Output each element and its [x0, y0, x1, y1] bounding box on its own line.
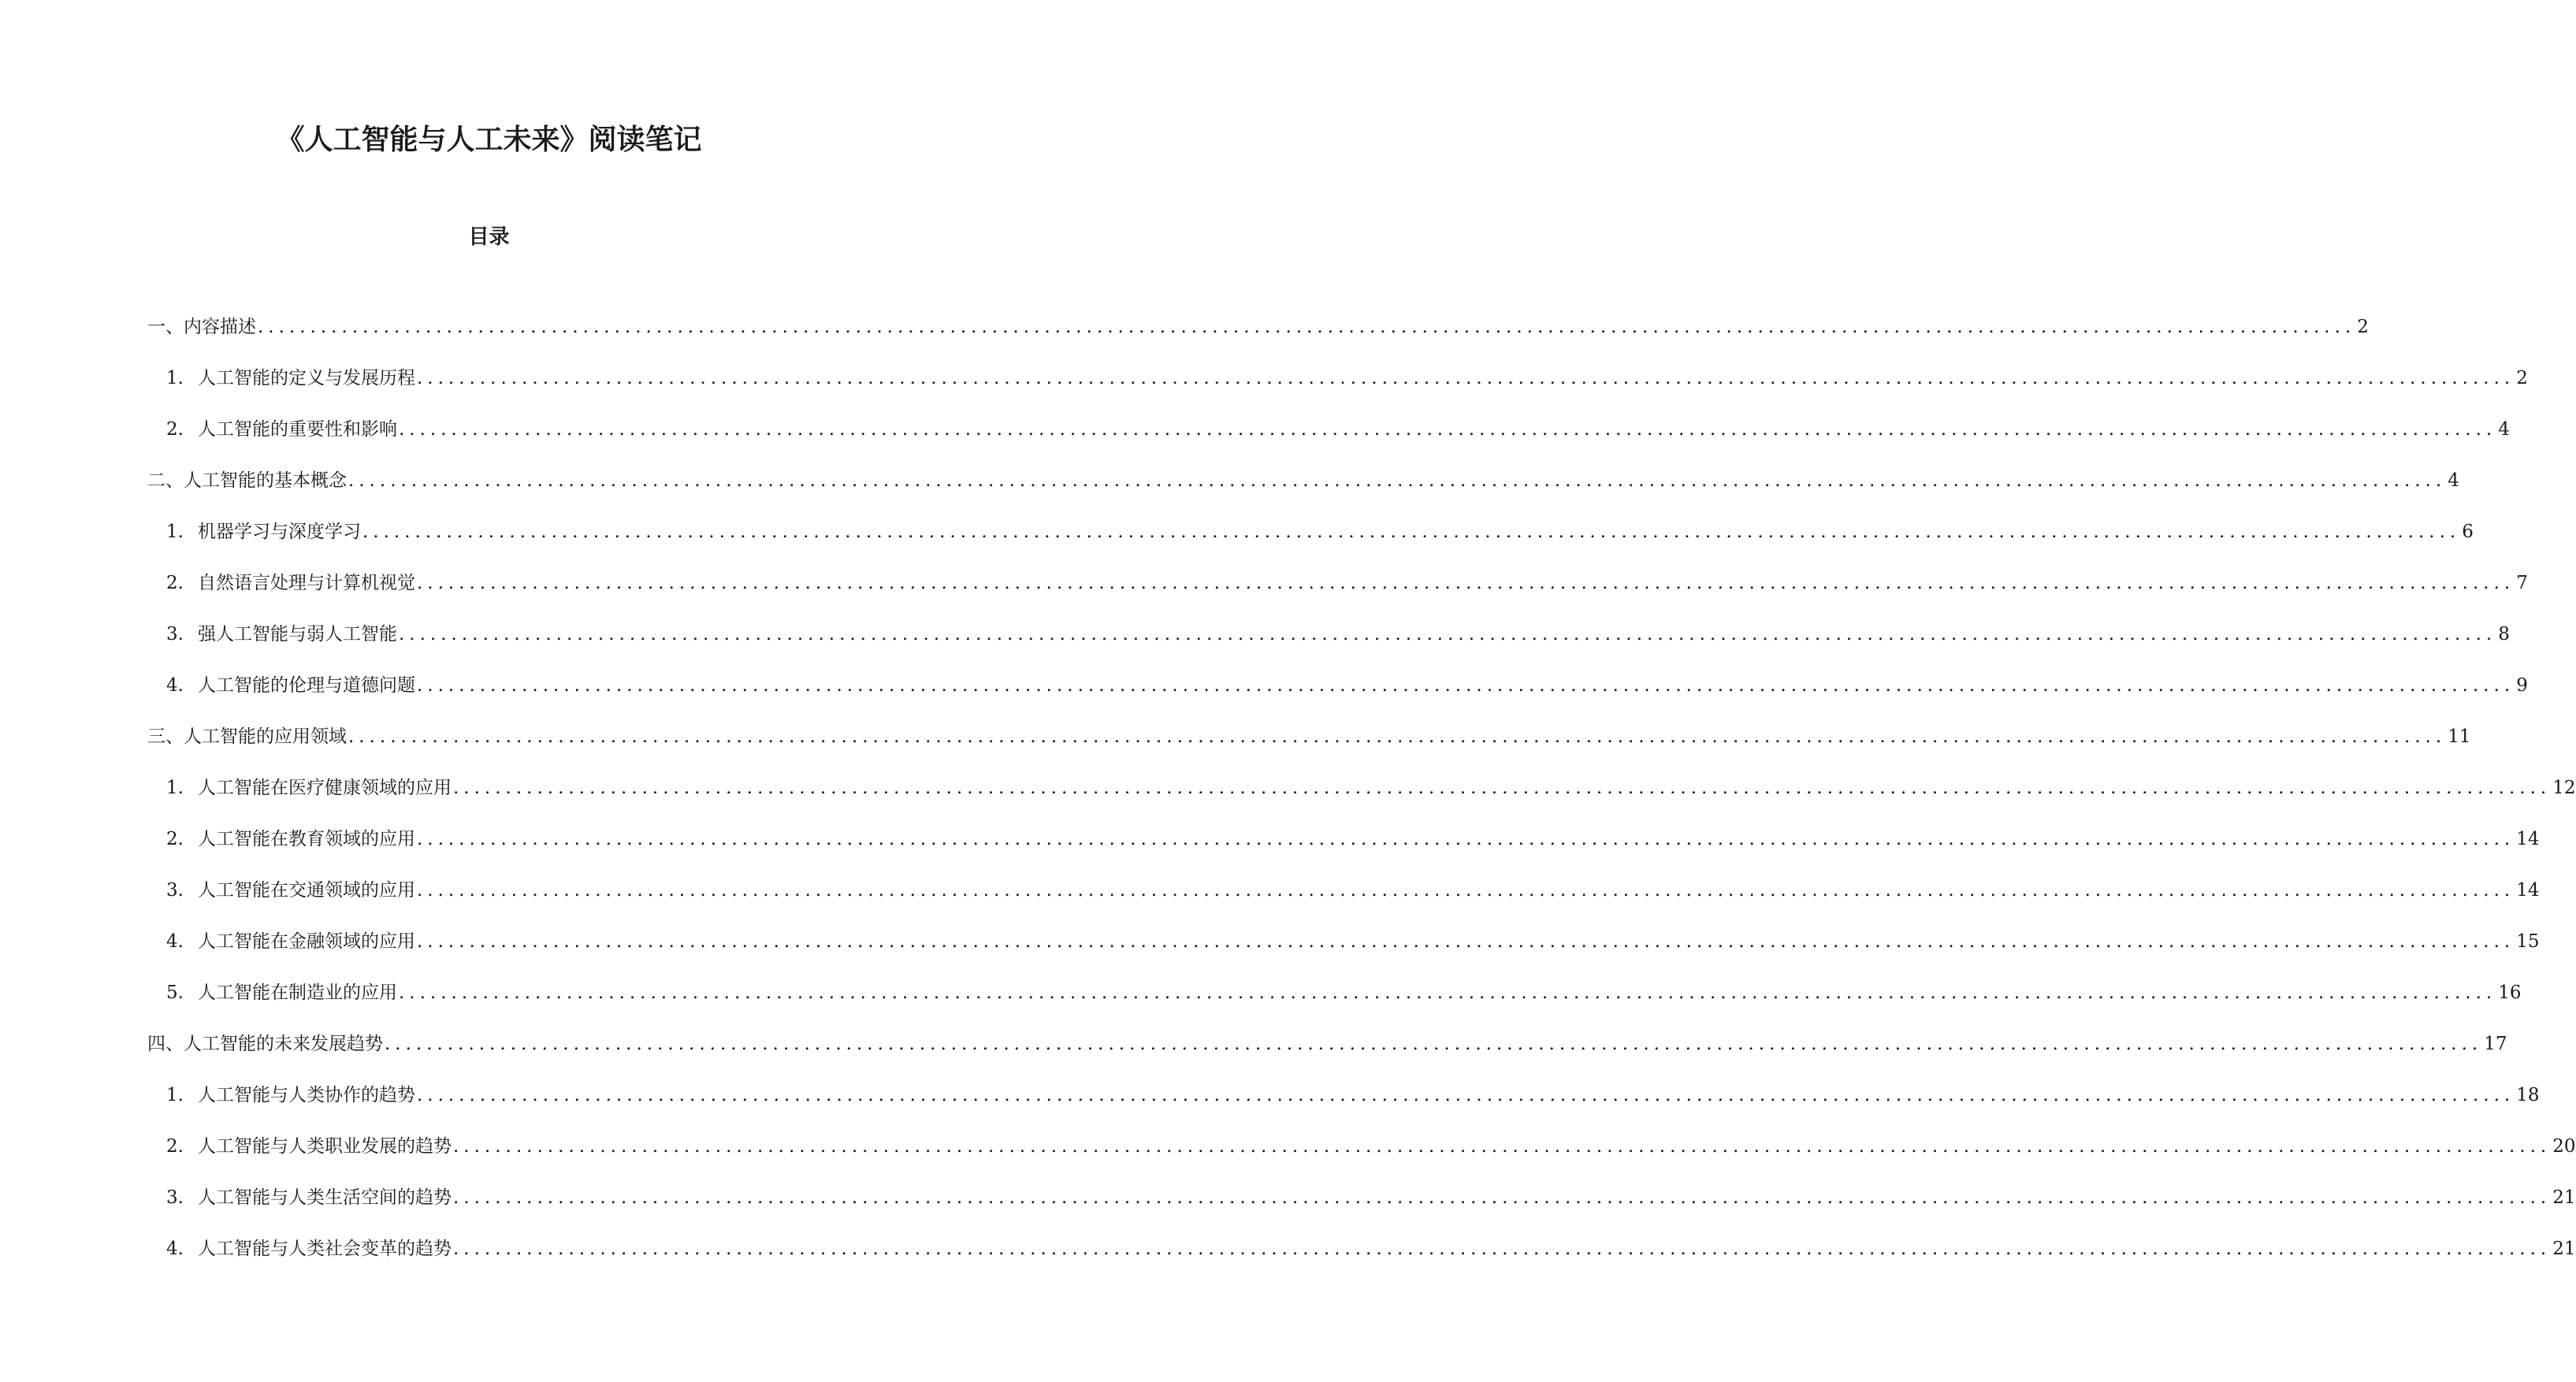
toc-entry-number: 3.: [166, 879, 184, 901]
toc-leader-dots: ........................................................................................................................................................................................................: [258, 316, 2356, 337]
toc-leader-dots: ........................................................................................................................................................................................................: [453, 777, 2552, 798]
toc-leader-dots: ........................................................................................................................................................................................................: [348, 470, 2447, 491]
table-of-contents: [0, 301, 2576, 1274]
toc-entry-label: 一、内容描述: [147, 316, 256, 337]
toc-entry-page: 17: [2484, 1033, 2507, 1054]
toc-entry-page: 18: [2516, 1084, 2540, 1105]
toc-entry[interactable]: [166, 967, 2522, 1018]
toc-leader-dots: ........................................................................................................................................................................................................: [417, 1084, 2515, 1105]
toc-entry-label: 人工智能在教育领域的应用: [198, 828, 415, 849]
toc-entry[interactable]: [166, 916, 2540, 967]
toc-entry-page: 14: [2516, 828, 2540, 849]
toc-entry[interactable]: [166, 403, 2510, 455]
toc-entry[interactable]: [166, 864, 2540, 916]
toc-entry[interactable]: [166, 762, 2576, 813]
toc-entry-label: 机器学习与深度学习: [198, 521, 361, 542]
toc-entry-page: 14: [2516, 879, 2540, 901]
toc-entry-page: 15: [2516, 931, 2540, 952]
toc-leader-dots: ........................................................................................................................................................................................................: [417, 674, 2515, 696]
toc-leader-dots: ........................................................................................................................................................................................................: [362, 521, 2461, 542]
toc-entry[interactable]: [166, 1223, 2576, 1274]
toc-entry[interactable]: [166, 608, 2510, 659]
toc-entry[interactable]: [166, 506, 2474, 557]
toc-entry[interactable]: [147, 455, 2459, 506]
toc-entry[interactable]: [166, 352, 2528, 403]
toc-entry[interactable]: [147, 1018, 2507, 1069]
toc-entry-label: 人工智能的重要性和影响: [198, 418, 397, 440]
toc-entry-label: 三、人工智能的应用领域: [147, 726, 347, 747]
toc-entry-label: 人工智能与人类协作的趋势: [198, 1084, 415, 1105]
toc-entry[interactable]: [166, 1172, 2576, 1223]
toc-entry-label: 人工智能在金融领域的应用: [198, 931, 415, 952]
toc-entry-label: 强人工智能与弱人工智能: [198, 623, 397, 645]
toc-leader-dots: ........................................................................................................................................................................................................: [348, 726, 2447, 747]
toc-entry-number: 1.: [166, 777, 184, 798]
toc-entry-number: 2.: [166, 418, 184, 440]
toc-entry-label: 人工智能与人类社会变革的趋势: [198, 1238, 452, 1259]
toc-entry-number: 2.: [166, 828, 184, 849]
toc-leader-dots: ........................................................................................................................................................................................................: [417, 367, 2515, 388]
toc-entry-label: 自然语言处理与计算机视觉: [198, 572, 415, 593]
toc-leader-dots: ........................................................................................................................................................................................................: [417, 931, 2515, 952]
toc-entry-number: 3.: [166, 1187, 184, 1208]
toc-entry-page: 8: [2498, 623, 2510, 645]
toc-entry-label: 人工智能与人类职业发展的趋势: [198, 1135, 452, 1157]
toc-entry-page: 4: [2448, 470, 2459, 491]
toc-entry-page: 2: [2516, 367, 2528, 388]
toc-entry[interactable]: [166, 1120, 2576, 1172]
toc-entry[interactable]: [147, 301, 2369, 352]
toc-entry-number: 2.: [166, 572, 184, 593]
toc-heading: 目录: [468, 225, 510, 249]
toc-entry[interactable]: [166, 813, 2540, 864]
toc-entry-number: 4.: [166, 674, 184, 696]
toc-leader-dots: ........................................................................................................................................................................................................: [417, 828, 2515, 849]
toc-entry-page: 12: [2552, 777, 2576, 798]
toc-entry-number: 4.: [166, 931, 184, 952]
toc-entry[interactable]: [147, 711, 2471, 762]
toc-entry[interactable]: [166, 659, 2528, 711]
toc-leader-dots: ........................................................................................................................................................................................................: [453, 1187, 2552, 1208]
toc-leader-dots: ........................................................................................................................................................................................................: [417, 572, 2515, 593]
toc-leader-dots: ........................................................................................................................................................................................................: [399, 623, 2497, 645]
toc-entry-page: 4: [2498, 418, 2510, 440]
toc-entry-number: 1.: [166, 367, 184, 388]
toc-entry-label: 人工智能的定义与发展历程: [198, 367, 415, 388]
toc-entry[interactable]: [166, 557, 2528, 608]
toc-entry-page: 7: [2516, 572, 2528, 593]
document-title: 《人工智能与人工未来》阅读笔记: [276, 124, 702, 156]
toc-entry-page: 11: [2448, 726, 2471, 747]
toc-entry-label: 人工智能的伦理与道德问题: [198, 674, 415, 696]
toc-entry-page: 16: [2498, 982, 2522, 1003]
toc-leader-dots: ........................................................................................................................................................................................................: [399, 982, 2497, 1003]
toc-entry-label: 二、人工智能的基本概念: [147, 470, 347, 491]
toc-entry-label: 人工智能在制造业的应用: [198, 982, 397, 1003]
toc-entry-number: 4.: [166, 1238, 184, 1259]
toc-entry-number: 2.: [166, 1135, 184, 1157]
toc-entry-page: 6: [2462, 521, 2474, 542]
toc-entry-page: 21: [2552, 1187, 2576, 1208]
toc-entry-number: 3.: [166, 623, 184, 645]
toc-entry-label: 人工智能与人类生活空间的趋势: [198, 1187, 452, 1208]
toc-entry-number: 1.: [166, 1084, 184, 1105]
toc-entry-number: 1.: [166, 521, 184, 542]
toc-entry-label: 人工智能在医疗健康领域的应用: [198, 777, 452, 798]
toc-leader-dots: ........................................................................................................................................................................................................: [453, 1135, 2552, 1157]
toc-entry-page: 20: [2552, 1135, 2576, 1157]
toc-leader-dots: ........................................................................................................................................................................................................: [417, 879, 2515, 901]
toc-entry-page: 2: [2357, 316, 2369, 337]
toc-entry-label: 人工智能在交通领域的应用: [198, 879, 415, 901]
toc-entry-page: 9: [2516, 674, 2528, 696]
toc-entry[interactable]: [166, 1069, 2540, 1120]
toc-leader-dots: ........................................................................................................................................................................................................: [385, 1033, 2483, 1054]
toc-leader-dots: ........................................................................................................................................................................................................: [399, 418, 2497, 440]
toc-leader-dots: ........................................................................................................................................................................................................: [453, 1238, 2552, 1259]
toc-entry-page: 21: [2552, 1238, 2576, 1259]
toc-entry-label: 四、人工智能的未来发展趋势: [147, 1033, 383, 1054]
toc-entry-number: 5.: [166, 982, 184, 1003]
